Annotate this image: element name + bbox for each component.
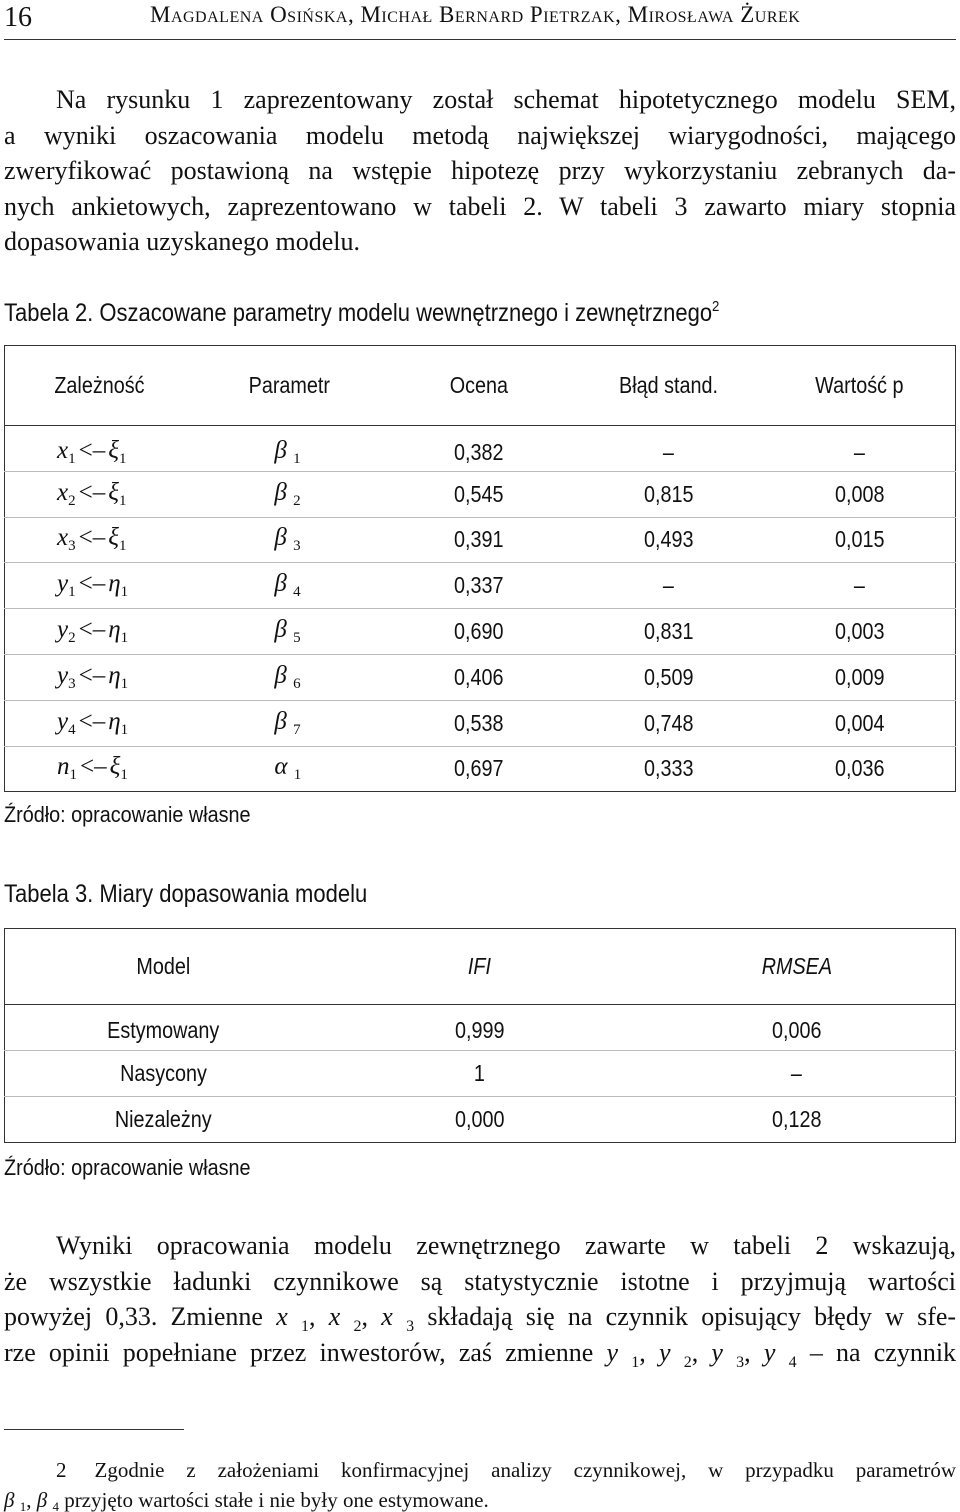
p-value-cell: 0,009 [764,654,956,700]
intro-paragraph [4,82,956,260]
rmsea-cell: 0,006 [638,1005,956,1051]
table2-header-cell: Wartość p [764,346,956,426]
std-error-cell: 0,493 [574,517,764,563]
footnote-number: 2 [56,1458,67,1482]
table-row [5,471,956,517]
ifi-cell: 1 [321,1051,638,1097]
ifi-cell: 0,999 [321,1005,638,1051]
p-value-cell: 0,003 [764,609,956,655]
relation-cell: $x_2 <- \xi_1$ [5,471,195,517]
page-number: 16 [4,2,32,33]
relation-cell: $x_3 <- \xi_1$ [5,517,195,563]
running-head-authors: Magdalena Osińska, Michał Bernard Pietrzak, Mirosława Żurek [150,2,801,27]
p-value-cell: – [764,426,956,472]
table-row [5,1005,956,1051]
model-cell: Niezależny [114,1106,212,1132]
parameter-cell: β $_6$ [194,654,384,700]
std-error-cell: 0,831 [574,609,764,655]
parameter-cell: β $_2$ [194,471,384,517]
parameter-cell: β $_4$ [194,563,384,609]
table2-caption [4,298,719,328]
intro-line: Na rysunku 1 zaprezentowany został schemat hipotetycznego modelu SEM, [56,85,956,114]
estimate-cell: 0,337 [384,563,574,609]
table2-caption-text: Tabela 2. Oszacowane parametry modelu wewnętrznego i zewnętrznego [4,299,713,327]
std-error-cell: – [574,563,764,609]
ifi-cell: 0,000 [454,1106,505,1132]
table3-caption: Tabela 3. Miary dopasowania modelu [4,880,368,908]
estimate-cell: 0,690 [384,609,574,655]
relation-cell: $n_1 <- \xi_1$ [57,753,128,784]
results-line: Wyniki opracowania modelu zewnętrznego zawarte w tabeli 2 wskazują, [56,1231,956,1260]
p-value-cell: 0,004 [764,700,956,746]
model-cell: Nasycony [5,1051,322,1097]
table2-header-cell: Parametr [194,346,384,426]
p-value-cell: 0,008 [764,471,956,517]
estimate-cell: 0,538 [384,700,574,746]
table3-fit-measures [4,928,956,1143]
table2-header-row [5,346,956,426]
intro-line: nych ankietowych, zaprezentowano w tabeli 2. W tabeli 3 zawarto miary stopnia [4,191,956,221]
footnote-rule [4,1429,184,1430]
table-row [5,700,956,746]
table-row [5,1097,956,1143]
table2-header-cell: Błąd stand. [574,346,764,426]
table-row [5,563,956,609]
table-row [5,746,956,792]
p-value-cell: 0,015 [764,517,956,563]
table3-header-cell: Model [5,929,322,1005]
estimate-cell: 0,391 [384,517,574,563]
estimate-cell: 0,697 [454,755,504,782]
estimate-cell: 0,545 [384,471,574,517]
relation-cell: $y_2 <- \eta_1$ [5,609,195,655]
std-error-cell: 0,333 [644,755,694,782]
parameter-cell: β $_5$ [194,609,384,655]
table3-header-cell: RMSEA [638,929,956,1005]
results-line: rze opinii popełniane przez inwestorów, zaś zmienne y $_1$, y $_2$, y $_3$, y $_4$ – na czynnik [4,1337,957,1371]
footnote-line: 2 Zgodnie z założeniami konfirmacyjnej analizy czynnikowej, w przypadku parametrów [4,1455,956,1485]
relation-cell: $y_1 <- \eta_1$ [5,563,195,609]
relation-cell: $x_1 <- \xi_1$ [5,426,195,472]
header-rule [4,39,956,40]
intro-line: dopasowania uzyskanego modelu. [4,227,360,256]
std-error-cell: 0,509 [574,654,764,700]
parameter-cell: α $_1$ [274,753,302,784]
results-paragraph [4,1228,956,1370]
parameter-cell: β $_3$ [194,517,384,563]
footnote-ref: 2 [712,298,720,315]
std-error-cell: – [574,426,764,472]
results-line: powyżej 0,33. Zmienne x $_1$, x $_2$, x $_3$ składają się na czynnik opisujący błędy w sfe- [4,1302,957,1335]
rmsea-cell: – [638,1051,956,1097]
p-value-cell: 0,036 [834,755,885,782]
relation-cell: $y_4 <- \eta_1$ [5,700,195,746]
estimate-cell: 0,406 [384,654,574,700]
std-error-cell: 0,748 [574,700,764,746]
footnote [4,1455,956,1512]
intro-line: zweryfikować postawioną na wstępie hipotezę przy wykorzystaniu zebranych da- [4,156,956,185]
model-cell: Estymowany [5,1005,322,1051]
results-line: że wszystkie ładunki czynnikowe są statystycznie istotne i przyjmują wartości [4,1266,956,1296]
parameter-cell: β $_7$ [194,700,384,746]
table-row [5,517,956,563]
table-row [5,1051,956,1097]
intro-line: a wyniki oszacowania modelu metodą największej wiarygodności, mającego [4,120,956,150]
rmsea-cell: 0,128 [771,1106,822,1132]
table-row [5,609,956,655]
table-row [5,426,956,472]
table2-parameters [4,345,956,792]
table3-header-row [5,929,956,1005]
footnote-line: β $_1$, β $_4$ przyjęto wartości stałe i nie były one estymowane. [4,1488,489,1512]
table2-header-cell: Ocena [384,346,574,426]
table-row [5,654,956,700]
table3-header-cell: IFI [321,929,638,1005]
std-error-cell: 0,815 [574,471,764,517]
table3-source: Źródło: opracowanie własne [4,1155,251,1180]
table2-header-cell: Zależność [5,346,195,426]
p-value-cell: – [764,563,956,609]
relation-cell: $y_3 <- \eta_1$ [5,654,195,700]
table2-source: Źródło: opracowanie własne [4,802,251,827]
estimate-cell: 0,382 [384,426,574,472]
parameter-cell: β $_1$ [194,426,384,472]
